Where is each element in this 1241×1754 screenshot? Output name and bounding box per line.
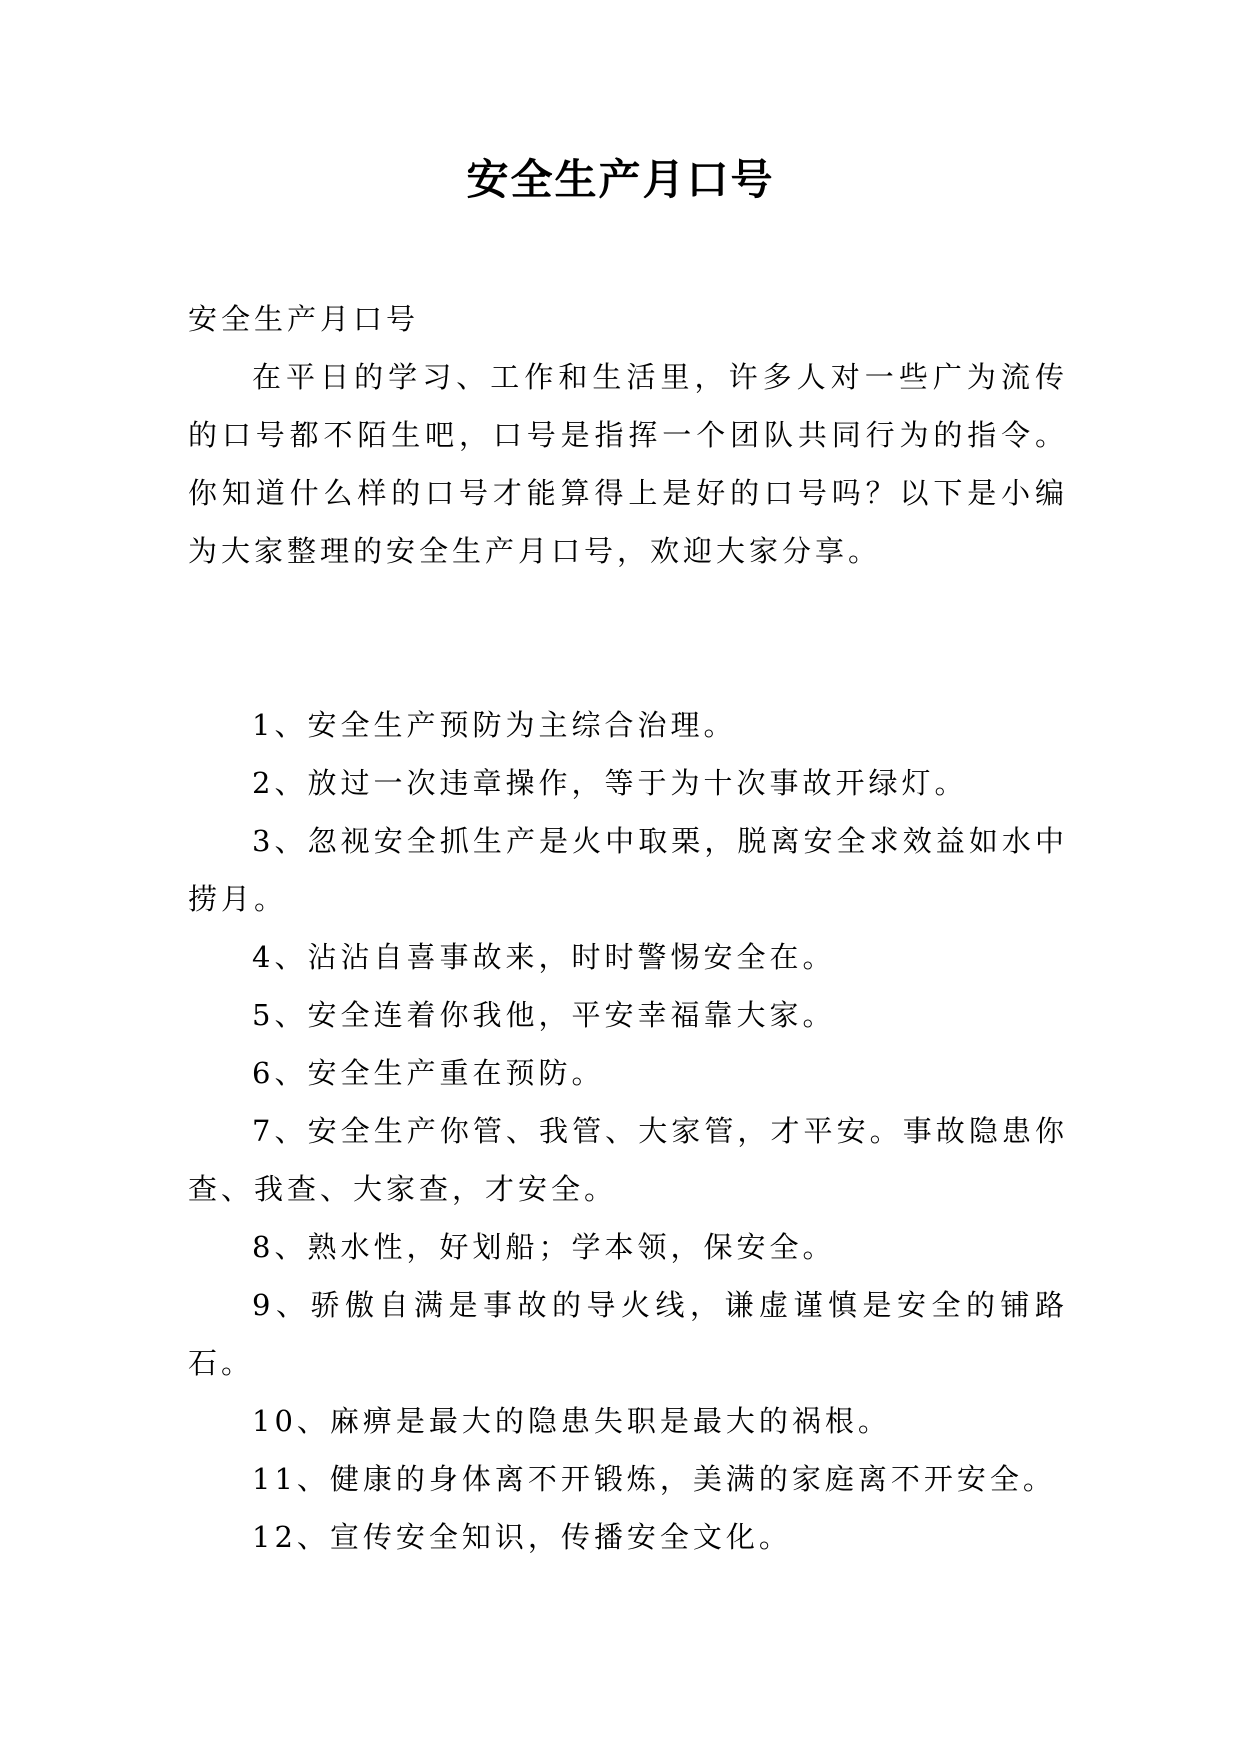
slogan-item-6: 6、安全生产重在预防。 (252, 1056, 605, 1090)
slogan-item-7: 7、安全生产你管、我管、大家管，才平安。事故隐患你查、我查、大家查，才安全。 (188, 1114, 1068, 1206)
document-subtitle: 安全生产月口号 (188, 302, 420, 336)
slogan-item-8: 8、熟水性，好划船；学本领，保安全。 (252, 1230, 836, 1264)
slogan-item-2: 2、放过一次违章操作，等于为十次事故开绿灯。 (252, 766, 968, 800)
slogan-item-12: 12、宣传安全知识，传播安全文化。 (252, 1520, 792, 1554)
paragraph-spacer (188, 580, 1068, 696)
slogan-item-9: 9、骄傲自满是事故的导火线，谦虚谨慎是安全的铺路石。 (188, 1288, 1068, 1380)
slogan-list (188, 696, 1068, 1566)
page-title: 安全生产月口号 (466, 155, 775, 204)
slogan-item-1: 1、安全生产预防为主综合治理。 (252, 708, 737, 742)
slogan-item-4: 4、沾沾自喜事故来，时时警惕安全在。 (252, 940, 836, 974)
slogan-item-3: 3、忽视安全抓生产是火中取栗，脱离安全求效益如水中捞月。 (188, 824, 1068, 916)
slogan-item-10: 10、麻痹是最大的隐患失职是最大的祸根。 (252, 1404, 891, 1438)
slogan-item-5: 5、安全连着你我他，平安幸福靠大家。 (252, 998, 836, 1032)
document-body (188, 290, 1068, 1566)
slogan-item-11: 11、健康的身体离不开锻炼，美满的家庭离不开安全。 (252, 1462, 1056, 1496)
intro-paragraph: 在平日的学习、工作和生活里，许多人对一些广为流传的口号都不陌生吧，口号是指挥一个团队共同行为的指令。你知道什么样的口号才能算得上是好的口号吗？以下是小编为大家整理的安全生产月口号，欢迎大家分享。 (188, 360, 1068, 568)
